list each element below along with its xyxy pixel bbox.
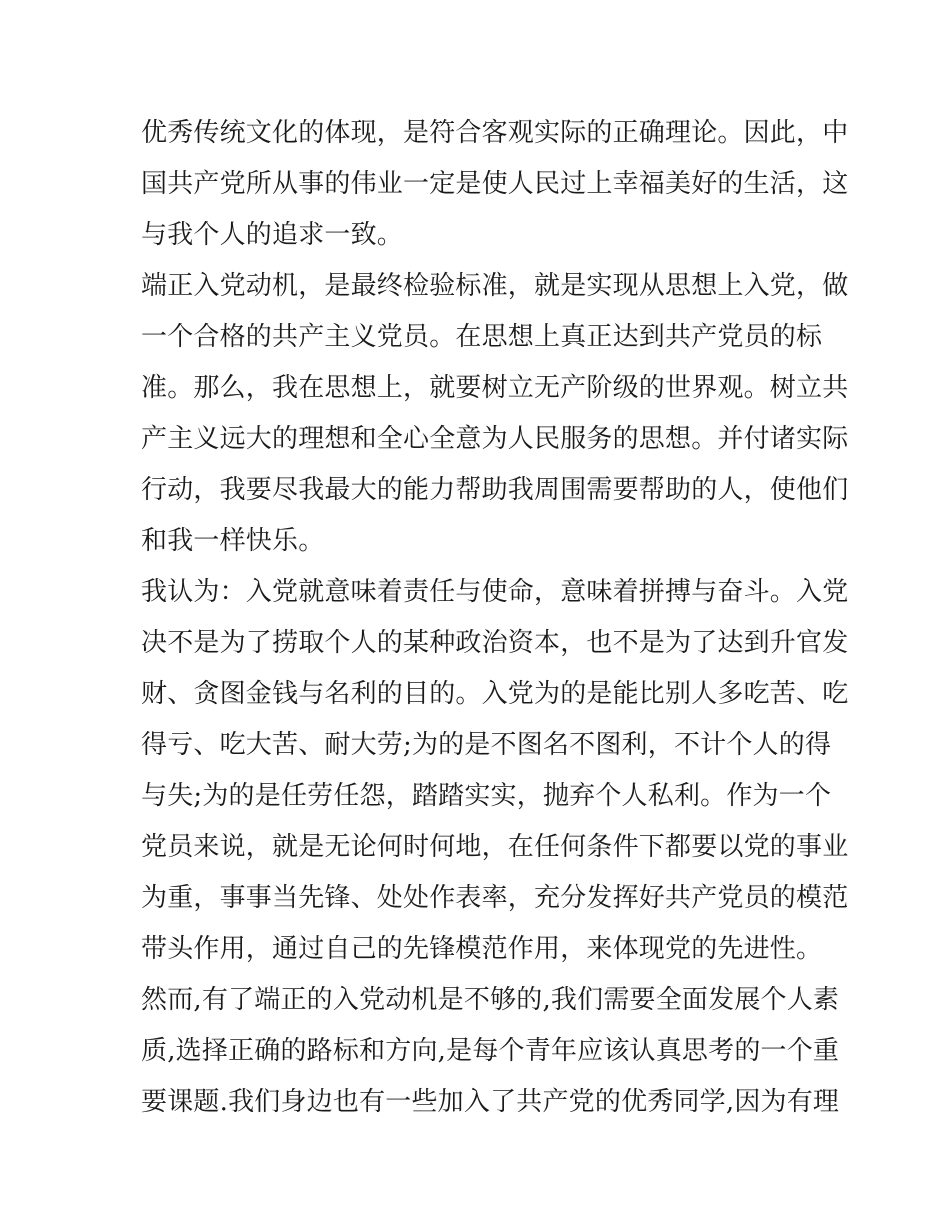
body-text bbox=[141, 108, 849, 1128]
text-line: 决不是为了捞取个人的某种政治资本，也不是为了达到升官发 bbox=[141, 628, 849, 658]
text-line: 产主义远大的理想和全心全意为人民服务的思想。并付诸实际 bbox=[141, 424, 849, 454]
text-line: 党员来说，就是无论何时何地，在任何条件下都要以党的事业 bbox=[141, 832, 849, 862]
text-line: 然而,有了端正的入党动机是不够的,我们需要全面发展个人素 bbox=[141, 985, 840, 1015]
text-line: 得亏、吃大苦、耐大劳;为的是不图名不图利，不计个人的得 bbox=[141, 730, 832, 760]
text-line: 我认为：入党就意味着责任与使命，意味着拼搏与奋斗。入党 bbox=[141, 577, 849, 607]
text-line: 带头作用，通过自己的先锋模范作用，来体现党的先进性。 bbox=[141, 934, 823, 964]
text-line: 和我一样快乐。 bbox=[141, 526, 325, 556]
text-line: 要课题.我们身边也有一些加入了共产党的优秀同学,因为有理 bbox=[141, 1087, 840, 1117]
text-line: 与失;为的是任劳任怨，踏踏实实，抛弃个人私利。作为一个 bbox=[141, 781, 832, 811]
text-line: 国共产党所从事的伟业一定是使人民过上幸福美好的生活，这 bbox=[141, 169, 849, 199]
text-line: 行动，我要尽我最大的能力帮助我周围需要帮助的人，使他们 bbox=[141, 475, 849, 505]
text-line: 一个合格的共产主义党员。在思想上真正达到共产党员的标 bbox=[141, 322, 823, 352]
text-line: 准。那么，我在思想上，就要树立无产阶级的世界观。树立共 bbox=[141, 373, 849, 403]
text-line: 质,选择正确的路标和方向,是每个青年应该认真思考的一个重 bbox=[141, 1036, 840, 1066]
text-line: 与我个人的追求一致。 bbox=[141, 220, 404, 250]
text-line: 端正入党动机，是最终检验标准，就是实现从思想上入党，做 bbox=[141, 271, 849, 301]
text-line: 优秀传统文化的体现，是符合客观实际的正确理论。因此，中 bbox=[141, 118, 849, 148]
text-line: 财、贪图金钱与名利的目的。入党为的是能比别人多吃苦、吃 bbox=[141, 679, 849, 709]
text-line: 为重，事事当先锋、处处作表率，充分发挥好共产党员的模范 bbox=[141, 883, 849, 913]
